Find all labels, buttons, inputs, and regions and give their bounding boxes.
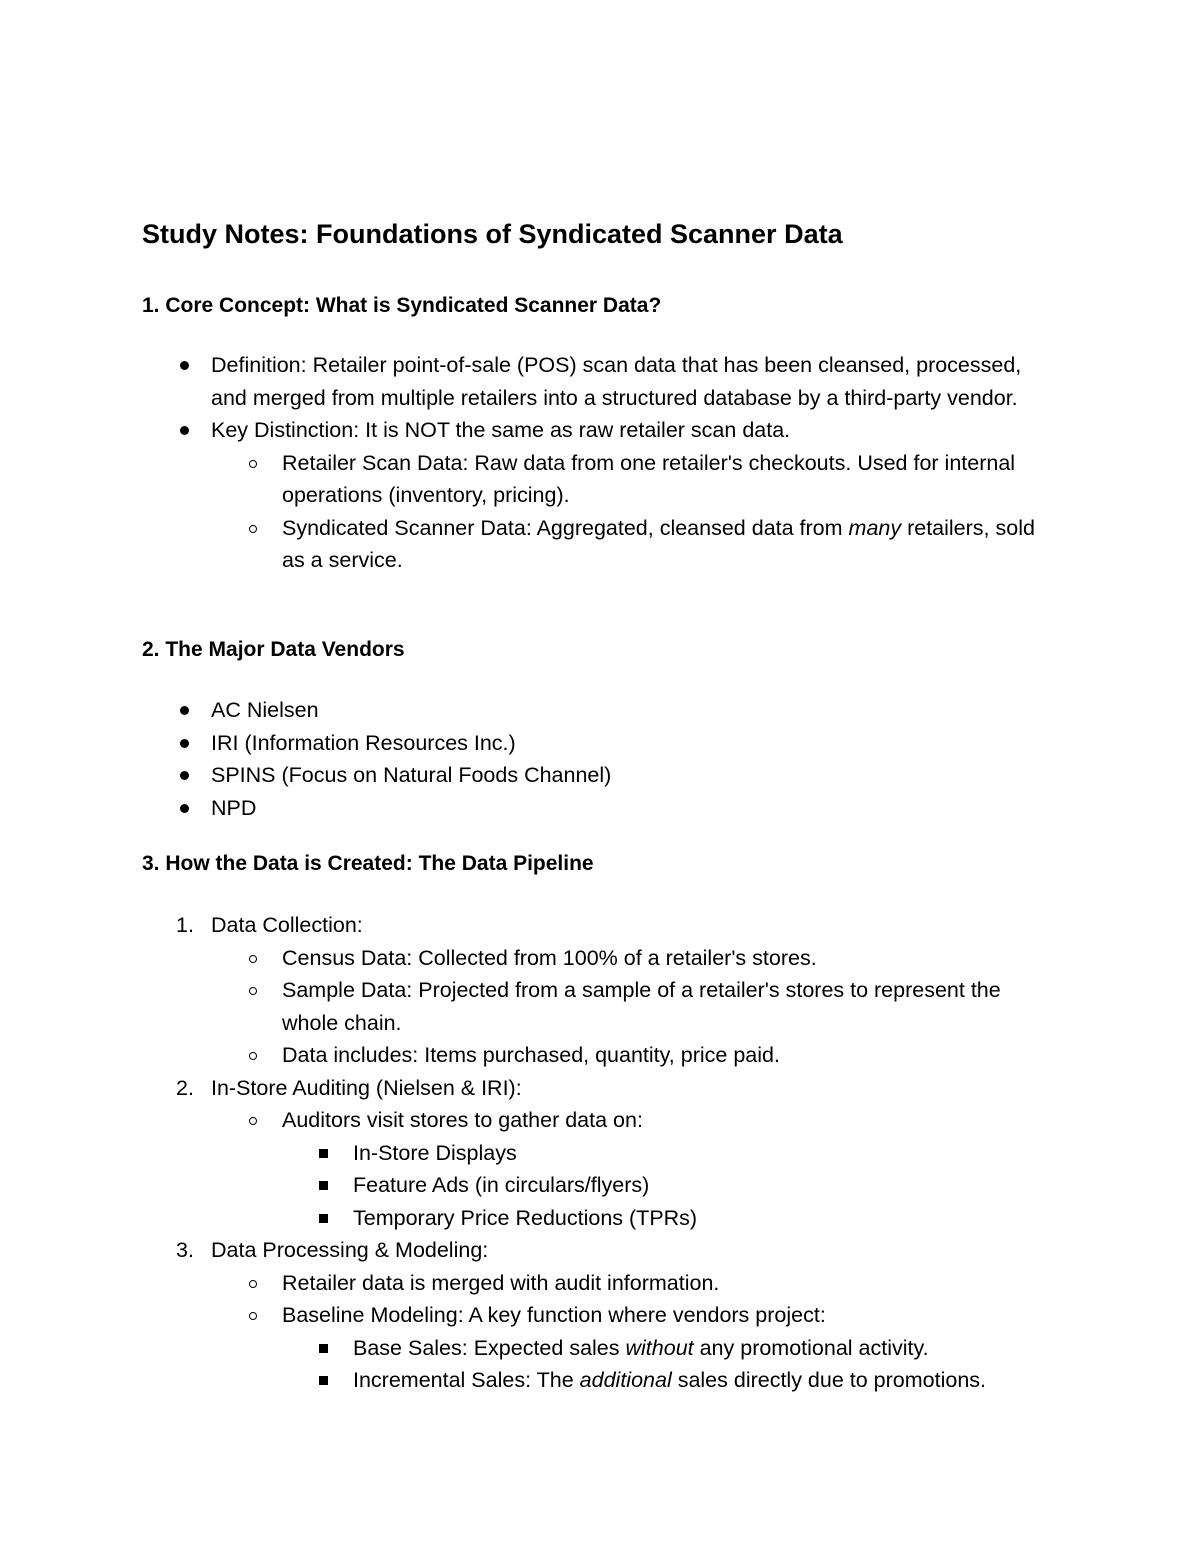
list-item-definition [0,349,1041,414]
bullet-icon [180,804,189,813]
list-item-syndicated-scanner-data [0,512,1052,577]
incremental-sales-emphasis: additional [579,1368,672,1392]
document-title: Study Notes: Foundations of Syndicated Scanner Data [142,219,843,249]
tprs-text: Temporary Price Reductions (TPRs) [353,1205,698,1230]
vendor-name: SPINS (Focus on Natural Foods Channel) [211,763,612,787]
syndicated-text-start: Syndicated Scanner Data: Aggregated, cleansed data from [282,515,849,540]
merged-text: Retailer data is merged with audit information. [282,1270,720,1295]
step-number: 3. [176,1238,194,1262]
section-heading-data-vendors: 2. The Major Data Vendors [142,638,405,661]
circle-bullet-icon [249,1280,257,1288]
section-heading-data-pipeline: 3. How the Data is Created: The Data Pipeline [142,852,594,875]
vendors-list [0,694,1041,824]
list-item-vendor [0,759,1041,792]
vendor-name: NPD [211,795,257,820]
section-heading-core-concept: 1. Core Concept: What is Syndicated Scanner Data? [142,294,662,317]
step-number: 2. [176,1075,194,1100]
baseline-text: Baseline Modeling: A key function where vendors project: [282,1303,826,1327]
displays-text: In-Store Displays [353,1140,517,1165]
step-label: Data Collection: [211,913,363,937]
sample-text: Sample Data: Projected from a sample of a retailer's stores to represent the whole chain. [282,978,1001,1035]
list-item-census-data [0,942,1052,975]
circle-bullet-icon [249,1052,257,1060]
base-sales-text-start: Base Sales: Expected sales [353,1335,626,1360]
list-item-base-sales [0,1332,1073,1365]
pipeline-steps-list [0,909,1073,1397]
feature-ads-text: Feature Ads (in circulars/flyers) [353,1173,650,1197]
base-sales-emphasis: without [625,1335,694,1360]
list-item-baseline-modeling [0,1299,1052,1332]
census-text: Census Data: Collected from 100% of a retailer's stores. [282,945,817,970]
step-label: Data Processing & Modeling: [211,1238,489,1262]
square-bullet-icon [319,1214,328,1223]
square-bullet-icon [319,1376,328,1385]
circle-bullet-icon [249,460,257,468]
list-item-sample-data [0,974,1052,1039]
list-item-retailer-data-merged [0,1267,1052,1300]
list-item-auditors [0,1104,1052,1137]
key-distinction-text: Key Distinction: It is NOT the same as raw retailer scan data. [211,418,791,442]
bullet-icon [180,426,189,435]
square-bullet-icon [319,1344,328,1353]
square-bullet-icon [319,1181,328,1190]
list-item-in-store-displays [0,1137,1073,1170]
list-item-step-in-store-auditing [0,1072,1041,1105]
circle-bullet-icon [249,1312,257,1320]
list-item-data-includes [0,1039,1052,1072]
circle-bullet-icon [249,525,257,533]
incremental-sales-text-end: sales directly due to promotions. [671,1368,987,1392]
list-item-tprs [0,1202,1073,1235]
auditors-text: Auditors visit stores to gather data on: [282,1108,643,1132]
base-sales-text-end: any promotional activity. [693,1335,929,1360]
list-item-vendor [0,727,1041,760]
circle-bullet-icon [249,987,257,995]
retailer-scan-text: Retailer Scan Data: Raw data from one retailer's checkouts. Used for internal operations (inventory, pricing). [282,450,1016,507]
bullet-icon [180,706,189,715]
circle-bullet-icon [249,1117,257,1125]
bullet-icon [180,739,189,748]
bullet-icon [180,771,189,780]
list-item-incremental-sales [0,1364,1073,1397]
list-item-step-data-collection [0,909,1041,942]
list-item-key-distinction [0,414,1041,447]
list-item-feature-ads [0,1169,1073,1202]
square-bullet-icon [319,1149,328,1158]
syndicated-text-end: retailers, sold as a service. [282,515,1035,572]
list-item-vendor [0,792,1041,825]
step-label: In-Store Auditing (Nielsen & IRI): [211,1075,522,1100]
list-item-vendor [0,694,1041,727]
definition-text: Definition: Retailer point-of-sale (POS) scan data that has been cleansed, processed, and merged from multiple retailers into a structured database by a third-party vendor. [211,353,1022,410]
list-item-retailer-scan-data [0,447,1052,512]
incremental-sales-text-start: Incremental Sales: The [353,1368,580,1392]
includes-text: Data includes: Items purchased, quantity, price paid. [282,1043,780,1067]
circle-bullet-icon [249,955,257,963]
list-item-step-data-processing [0,1234,1041,1267]
core-concept-list [0,349,1052,577]
vendor-name: IRI (Information Resources Inc.) [211,730,516,755]
step-number: 1. [176,913,194,937]
syndicated-emphasis: many [848,515,902,540]
vendor-name: AC Nielsen [211,698,319,722]
bullet-icon [180,361,189,370]
